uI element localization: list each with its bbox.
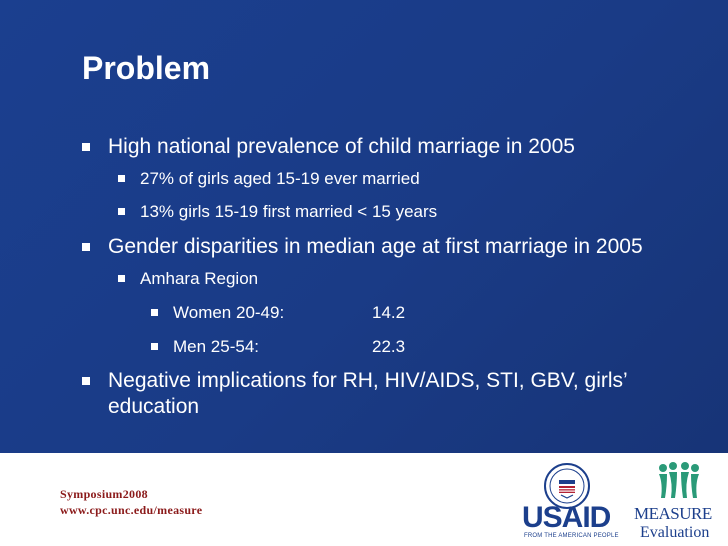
bullet-text: Amhara Region <box>140 269 259 288</box>
event-name: Symposium2008 <box>60 487 148 501</box>
footer-credits <box>60 486 202 518</box>
bullet-text: 13% girls 15-19 first married < 15 years <box>140 202 438 221</box>
square-bullet-icon <box>82 143 90 151</box>
bullet-value: 22.3 <box>372 337 406 356</box>
bullet-text: Negative implications for RH, HIV/AIDS, STI, GBV, girls’ <box>108 369 628 392</box>
usaid-tagline: FROM THE AMERICAN PEOPLE <box>524 533 619 539</box>
website-url: www.cpc.unc.edu/measure <box>60 503 203 517</box>
square-bullet-icon <box>82 377 90 385</box>
square-bullet-icon <box>151 343 158 350</box>
bullet-label: Men 25-54: <box>173 337 259 356</box>
measure-logo-text: MEASURE <box>634 504 712 523</box>
bullet-text-continued: education <box>108 395 200 418</box>
bullet-text: 27% of girls aged 15-19 ever married <box>140 169 420 188</box>
measure-people-icon <box>653 460 705 500</box>
square-bullet-icon <box>118 275 125 282</box>
usaid-logo-text: USAID <box>522 501 611 534</box>
bullet-text: High national prevalence of child marriage in 2005 <box>108 135 575 158</box>
square-bullet-icon <box>82 243 90 251</box>
slide-title: Problem <box>82 50 211 86</box>
square-bullet-icon <box>118 208 125 215</box>
evaluation-text: Evaluation <box>640 524 710 541</box>
bullet-value: 14.2 <box>372 303 406 322</box>
bullet-text: Gender disparities in median age at first marriage in 2005 <box>108 235 643 258</box>
square-bullet-icon <box>118 175 125 182</box>
square-bullet-icon <box>151 309 158 316</box>
bullet-label: Women 20-49: <box>173 303 285 322</box>
